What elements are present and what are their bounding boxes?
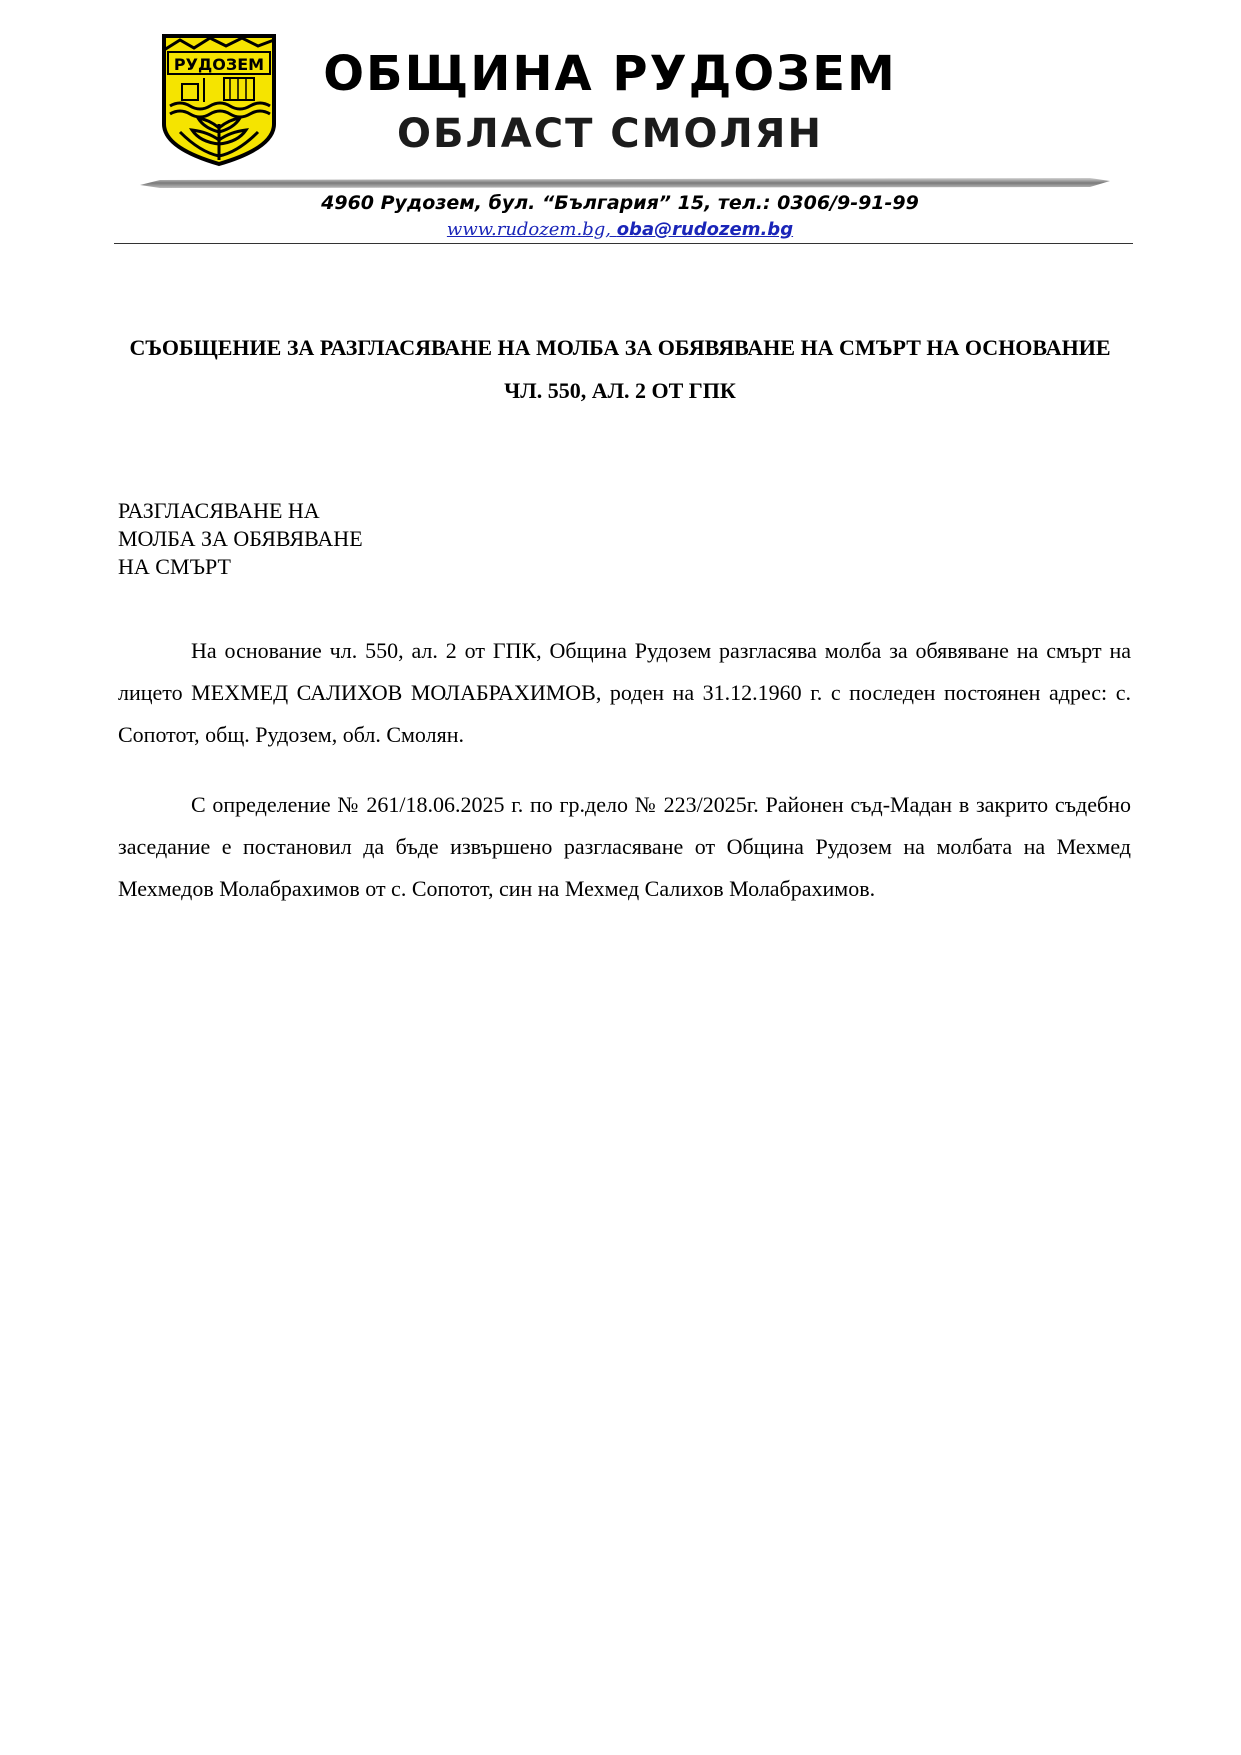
subject-line: МОЛБА ЗА ОБЯВЯВАНЕ: [118, 526, 363, 551]
body-paragraph: С определение № 261/18.06.2025 г. по гр.дело № 223/2025г. Районен съд-Мадан в закрито съдебно заседание е постановил да бъде извършено разгласяване от Община Рудозем на молбата на Мехмед Мехмедов Молабрахимов от с. Сопотот, син на Мехмед Салихов Молабрахимов.: [118, 792, 1131, 901]
subject-line: НА СМЪРТ: [118, 554, 231, 579]
contact-divider: [114, 243, 1133, 244]
org-name: ОБЩИНА РУДОЗЕМ: [323, 46, 897, 102]
email-link[interactable]: oba@rudozem.bg: [616, 219, 794, 240]
body-paragraph: На основание чл. 550, ал. 2 от ГПК, Община Рудозем разгласява молба за обявяване на смърт на лицето МЕХМЕД САЛИХОВ МОЛАБРАХИМОВ, роден на 31.12.1960 г. с последен постоянен адрес: с. Сопотот, общ. Рудозем, обл. Смолян.: [118, 638, 1131, 747]
header-divider: [140, 176, 1110, 190]
logo-text: РУДОЗЕМ: [173, 55, 265, 74]
contact-links: [200, 219, 1040, 240]
subject-block: [118, 497, 518, 581]
document-title: СЪОБЩЕНИЕ ЗА РАЗГЛАСЯВАНЕ НА МОЛБА ЗА ОБЯВЯВАНЕ НА СМЪРТ НА ОСНОВАНИЕ ЧЛ. 550, АЛ. 2 ОТ ГПК: [129, 335, 1111, 403]
municipality-coat-of-arms-logo: [160, 32, 278, 168]
org-region: ОБЛАСТ СМОЛЯН: [397, 111, 823, 157]
subject-line: РАЗГЛАСЯВАНЕ НА: [118, 498, 320, 523]
website-link[interactable]: www.rudozem.bg,: [446, 219, 617, 240]
contact-address: 4960 Рудозем, бул. “България” 15, тел.: 0306/9-91-99: [321, 192, 919, 214]
